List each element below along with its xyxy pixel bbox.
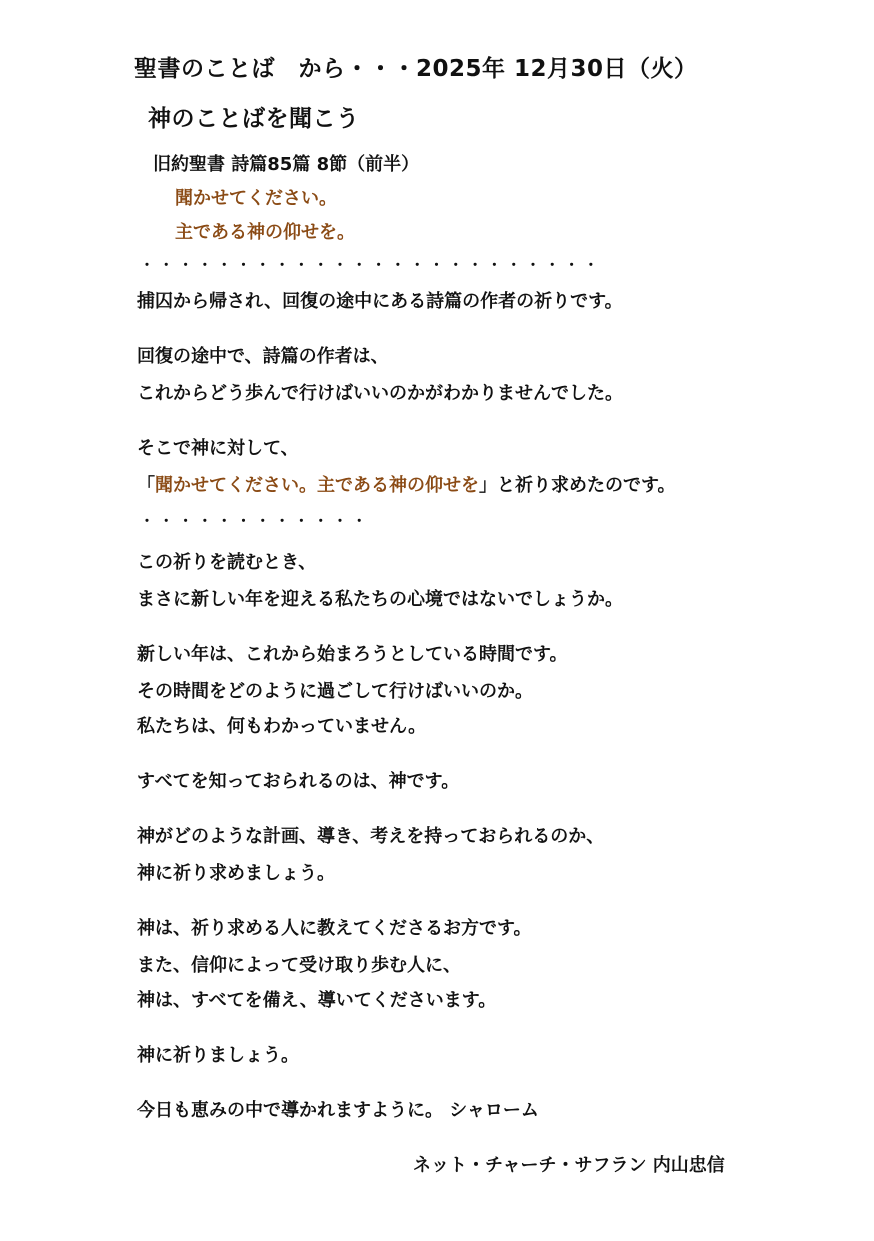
paragraph-line: 回復の途中で、詩篇の作者は、 bbox=[137, 346, 389, 367]
verse-line-1: 聞かせてください。 bbox=[175, 188, 337, 209]
verse-line-2: 主である神の仰せを。 bbox=[175, 222, 355, 243]
paragraph-line: 神に祈りましょう。 bbox=[137, 1045, 299, 1066]
paragraph-line: そこで神に対して、 bbox=[137, 438, 299, 459]
paragraph-line: 神は、祈り求める人に教えてくださるお方です。 bbox=[137, 918, 532, 939]
paragraph-line: 神に祈り求めましょう。 bbox=[137, 863, 335, 884]
paragraph-line: その時間をどのように過ごして行けばいいのか。 bbox=[137, 681, 533, 702]
dotted-separator: ・・・・・・・・・・・・ bbox=[140, 514, 372, 530]
quoted-prayer-line bbox=[137, 477, 676, 495]
scripture-reference: 旧約聖書 詩篇85篇 8節（前半） bbox=[153, 154, 420, 175]
paragraph-line: 神がどのような計画、導き、考えを持っておられるのか、 bbox=[137, 826, 605, 847]
paragraph-line: すべてを知っておられるのは、神です。 bbox=[137, 771, 460, 792]
paragraph-line: この祈りを読むとき、 bbox=[137, 552, 317, 573]
paragraph-line: 新しい年は、これから始まろうとしている時間です。 bbox=[137, 644, 568, 665]
paragraph-line: 私たちは、何もわかっていません。 bbox=[137, 716, 427, 737]
paragraph-line: これからどう歩んで行けばいいのかがわかりませんでした。 bbox=[137, 383, 623, 404]
open-bracket: 「 bbox=[137, 475, 155, 496]
dotted-separator: ・・・・・・・・・・・・・・・・・・・・・・・・ bbox=[140, 258, 604, 274]
page-subtitle: 神のことばを聞こう bbox=[148, 106, 360, 132]
paragraph-line: また、信仰によって受け取り歩む人に、 bbox=[137, 955, 461, 976]
paragraph-line: 捕囚から帰され、回復の途中にある詩篇の作者の祈りです。 bbox=[137, 291, 623, 312]
page-title: 聖書のことば から・・・2025年 12月30日（火） bbox=[134, 56, 698, 82]
closing-line: 今日も恵みの中で導かれますように。 シャローム bbox=[137, 1100, 539, 1121]
quoted-verse: 聞かせてください。主である神の仰せを bbox=[155, 475, 479, 496]
paragraph-line: まさに新しい年を迎える私たちの心境ではないでしょうか。 bbox=[137, 589, 623, 610]
quote-continuation: 」と祈り求めたのです。 bbox=[479, 475, 676, 496]
author-signature: ネット・チャーチ・サフラン 内山忠信 bbox=[413, 1155, 725, 1176]
paragraph-line: 神は、すべてを備え、導いてくださいます。 bbox=[137, 990, 497, 1011]
